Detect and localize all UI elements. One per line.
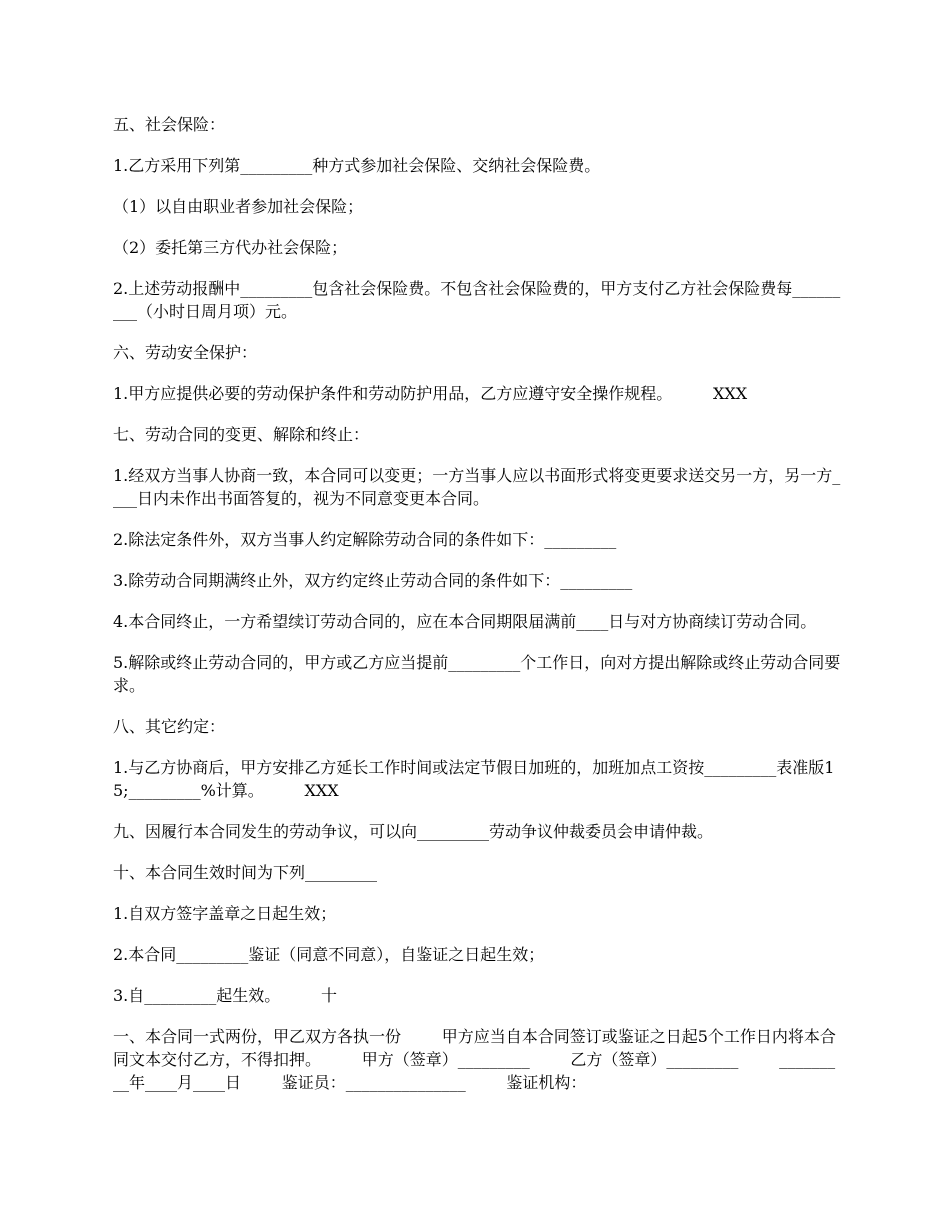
clause-termination-notice: 5.解除或终止劳动合同的，甲方或乙方应当提前_________个工作日，向对方提出解除或终止劳动合同要求。 xyxy=(113,653,841,695)
section-heading-labor-dispute: 九、因履行本合同发生的劳动争议，可以向_________劳动争议仲裁委员会申请仲裁。 xyxy=(113,822,714,841)
section-heading-other-terms: 八、其它约定： xyxy=(113,717,226,736)
clause-insurance-fee: 2.上述劳动报酬中_________包含社会保险费。不包含社会保险费的，甲方支付乙方社会保险费每_________（小时日周月项）元。 xyxy=(113,279,841,321)
clause-contract-modification: 1.经双方当事人协商一致，本合同可以变更；一方当事人应以书面形式将变更要求送交另一方，另一方____日内未作出书面答复的，视为不同意变更本合同。 xyxy=(113,466,841,508)
clause-termination-conditions: 2.除法定条件外，双方当事人约定解除劳动合同的条件如下：_________ xyxy=(113,530,617,549)
clause-contract-renewal: 4.本合同终止，一方希望续订劳动合同的，应在本合同期限届满前____日与对方协商续订劳动合同。 xyxy=(113,612,817,631)
clause-overtime-pay: 1.与乙方协商后，甲方安排乙方延长工作时间或法定节假日加班的，加班加点工资按_________表准版15;_________%计算。 XXX xyxy=(113,758,835,800)
clause-expiry-conditions: 3.除劳动合同期满终止外，双方约定终止劳动合同的条件如下：_________ xyxy=(113,571,633,590)
section-heading-effective-time: 十、本合同生效时间为下列_________ xyxy=(113,863,378,882)
option-third-party-insurance: （2）委托第三方代办社会保险； xyxy=(113,238,348,257)
section-heading-social-insurance: 五、社会保险： xyxy=(113,115,226,134)
section-heading-contract-change: 七、劳动合同的变更、解除和终止： xyxy=(113,425,370,444)
clause-copies-and-signatures: 一、本合同一式两份，甲乙双方各执一份 甲方应当自本合同签订或鉴证之日起5个工作日内将本合同文本交付乙方，不得扣押。 甲方（签章）_________ 乙方（签章）_________ _________年____月____日 鉴证员：_______________ 鉴证机构： xyxy=(113,1027,836,1092)
option-freelancer-insurance: （1）以自由职业者参加社会保险； xyxy=(113,197,364,216)
clause-effective-on-attestation: 2.本合同_________鉴证（同意不同意），自鉴证之日起生效； xyxy=(113,945,545,964)
document-page xyxy=(113,113,843,1094)
clause-insurance-method: 1.乙方采用下列第_________种方式参加社会保险、交纳社会保险费。 xyxy=(113,156,601,175)
clause-effective-from-date: 3.自_________起生效。 十 xyxy=(113,986,337,1005)
section-heading-labor-safety: 六、劳动安全保护： xyxy=(113,343,258,362)
clause-safety-conditions: 1.甲方应提供必要的劳动保护条件和劳动防护用品，乙方应遵守安全操作规程。 XXX xyxy=(113,384,748,403)
clause-effective-on-signing: 1.自双方签字盖章之日起生效； xyxy=(113,904,337,923)
